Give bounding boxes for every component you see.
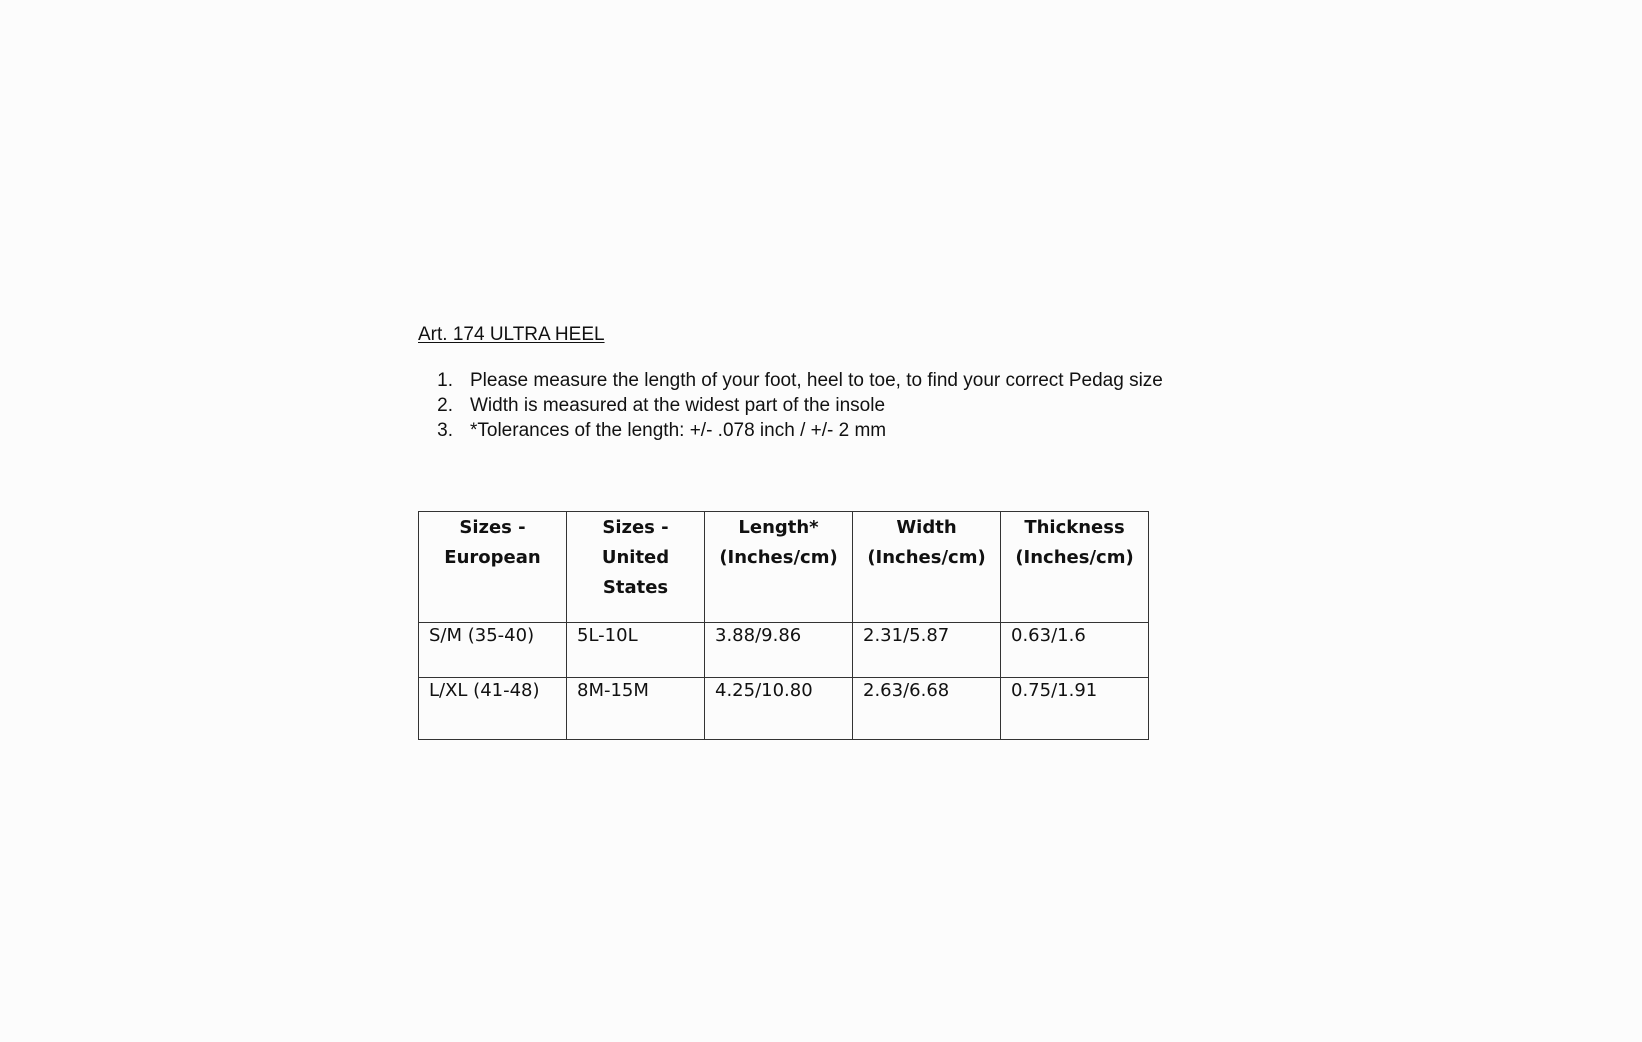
header-text: Thickness	[1024, 517, 1125, 538]
header-length	[705, 512, 853, 623]
instruction-list	[418, 368, 1163, 443]
table-row	[419, 678, 1149, 740]
table-cell: 0.75/1.91	[1001, 678, 1149, 740]
size-chart-table	[418, 511, 1149, 740]
header-text: States	[602, 577, 669, 598]
instruction-number: 1.	[437, 370, 453, 391]
table-cell: 5L-10L	[567, 623, 705, 678]
instruction-item	[418, 368, 1163, 393]
header-sizes-european	[419, 512, 567, 623]
header-text: Sizes -	[459, 517, 526, 538]
header-text: (Inches/cm)	[719, 547, 838, 568]
table-cell: 4.25/10.80	[705, 678, 853, 740]
header-text: Width	[896, 517, 957, 538]
instruction-item	[418, 393, 1163, 418]
table-cell: S/M (35-40)	[419, 623, 567, 678]
header-text: European	[444, 547, 541, 568]
instruction-number: 2.	[437, 395, 453, 416]
instruction-number: 3.	[437, 420, 453, 441]
table-cell: L/XL (41-48)	[419, 678, 567, 740]
header-text: (Inches/cm)	[867, 547, 986, 568]
table-header-row	[419, 512, 1149, 623]
table-cell: 2.31/5.87	[853, 623, 1001, 678]
instruction-text: *Tolerances of the length: +/- .078 inch / +/- 2 mm	[470, 420, 887, 441]
instruction-text: Width is measured at the widest part of the insole	[470, 395, 886, 416]
table-cell: 2.63/6.68	[853, 678, 1001, 740]
instruction-text: Please measure the length of your foot, heel to toe, to find your correct Pedag size	[470, 370, 1163, 391]
header-width	[853, 512, 1001, 623]
header-text: Length*	[738, 517, 819, 538]
table-cell: 8M-15M	[567, 678, 705, 740]
table-row	[419, 623, 1149, 678]
table-cell: 0.63/1.6	[1001, 623, 1149, 678]
instruction-item	[418, 418, 1163, 443]
header-text: (Inches/cm)	[1015, 547, 1134, 568]
header-sizes-us	[567, 512, 705, 623]
header-text: United	[601, 547, 670, 568]
table-cell: 3.88/9.86	[705, 623, 853, 678]
header-text: Sizes -	[602, 517, 669, 538]
header-thickness	[1001, 512, 1149, 623]
document-title: Art. 174 ULTRA HEEL	[418, 324, 605, 345]
